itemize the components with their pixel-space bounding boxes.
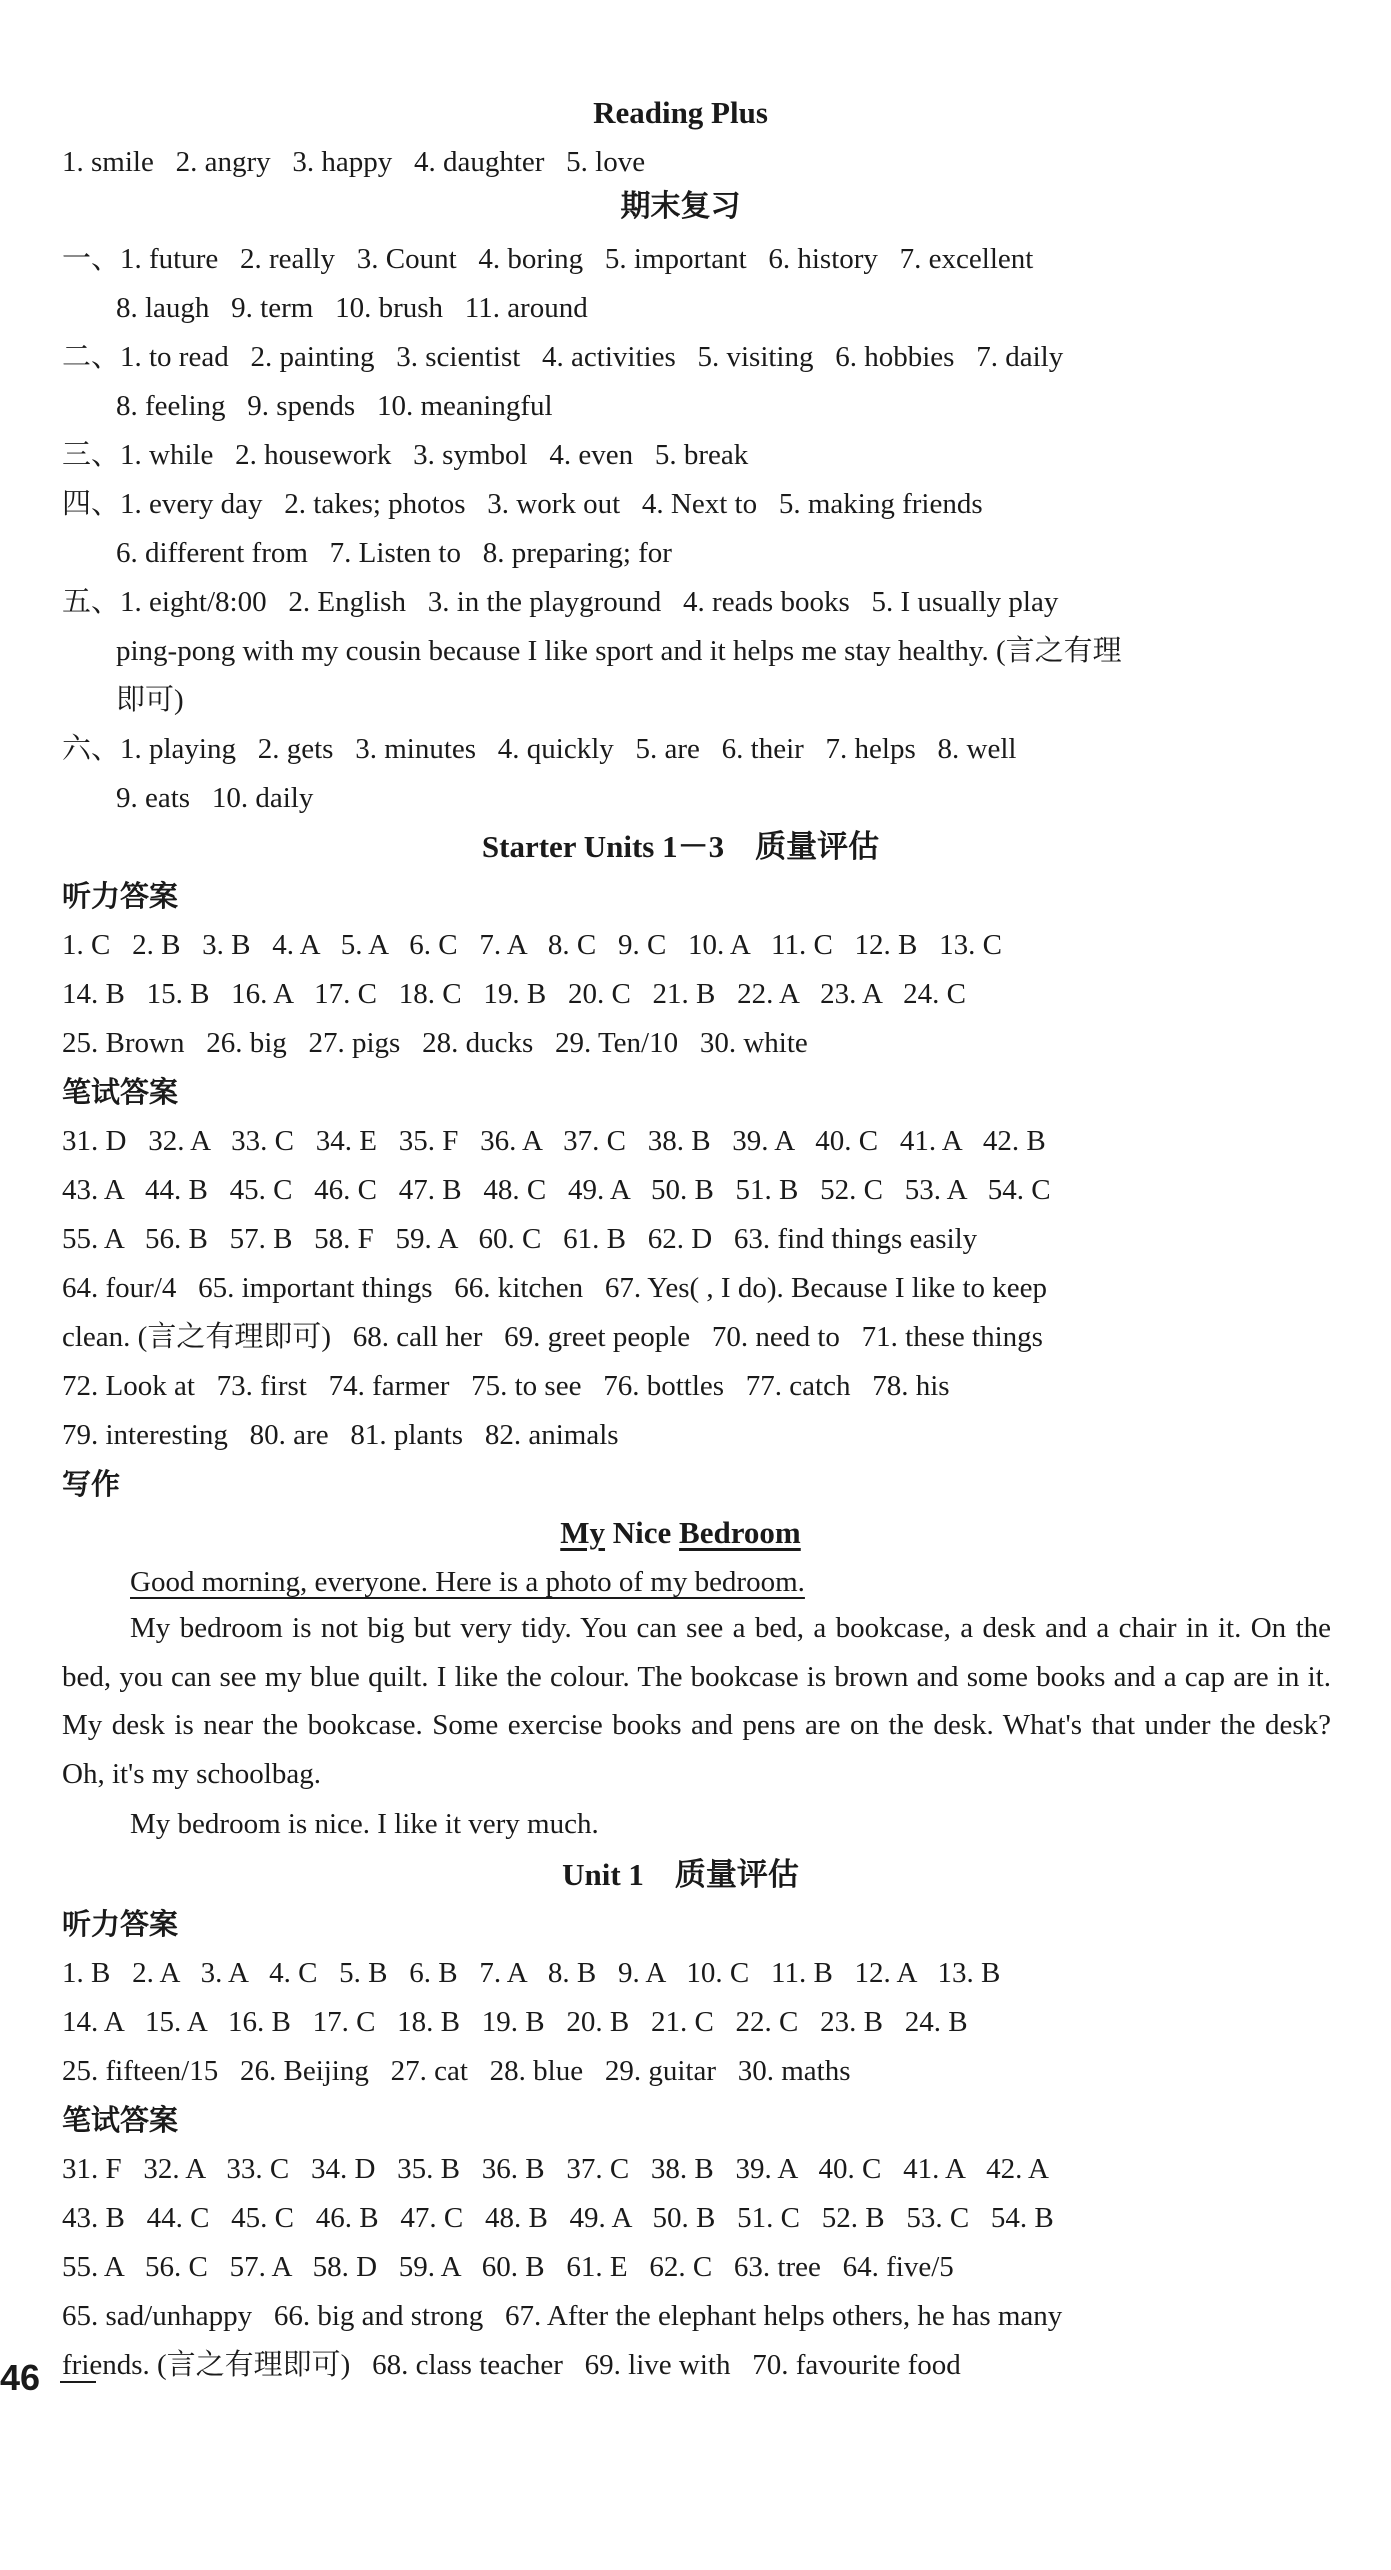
answer-line: 1. B 2. A 3. A 4. C 5. B 6. B 7. A 8. B 9. A 10. C 11. B 12. A 13. B bbox=[62, 1957, 1001, 1989]
answer-line: 64. four/4 65. important things 66. kitchen 67. Yes( , I do). Because I like to keep bbox=[62, 1272, 1048, 1304]
section-title-reading-plus: Reading Plus bbox=[593, 95, 768, 130]
answer-line: 即可) bbox=[116, 684, 184, 716]
essay-paragraph: My bedroom is not big but very tidy. You can see a bed, a bookcase, a desk and a chair in it. On the bed, you can see my blue quilt. I like the colour. The bookcase is brown and some books and a cap are in it. My desk is near the bookcase. Some exercise books and pens are on the desk. What's that under the desk? Oh, it's my schoolbag. bbox=[62, 1612, 1331, 1790]
answer-line: 43. A 44. B 45. C 46. C 47. B 48. C 49. A 50. B 51. B 52. C 53. A 54. C bbox=[62, 1174, 1051, 1206]
answer-line: 四、1. every day 2. takes; photos 3. work out 4. Next to 5. making friends bbox=[62, 488, 983, 520]
answer-line: ping-pong with my cousin because I like sport and it helps me stay healthy. (言之有理 bbox=[116, 635, 1122, 667]
answer-line: 8. laugh 9. term 10. brush 11. around bbox=[116, 292, 588, 324]
answer-line: 二、1. to read 2. painting 3. scientist 4. activities 5. visiting 6. hobbies 7. daily bbox=[62, 341, 1064, 373]
listening-label: 听力答案 bbox=[62, 879, 179, 913]
answer-line: 6. different from 7. Listen to 8. preparing; for bbox=[116, 537, 672, 569]
answer-line: 一、1. future 2. really 3. Count 4. boring 5. important 6. history 7. excellent bbox=[62, 243, 1034, 275]
essay-opening-line: Good morning, everyone. Here is a photo of my bedroom. bbox=[130, 1566, 805, 1598]
essay-title-part: Nice bbox=[605, 1515, 680, 1550]
section-title-unit1: Unit 1 质量评估 bbox=[562, 1857, 799, 1892]
section-title-starter: Starter Units 1－3 质量评估 bbox=[481, 829, 880, 864]
answer-line: 31. D 32. A 33. C 34. E 35. F 36. A 37. C 38. B 39. A 40. C 41. A 42. B bbox=[62, 1125, 1046, 1157]
answer-line: 79. interesting 80. are 81. plants 82. animals bbox=[62, 1419, 619, 1451]
section-title-review: 期末复习 bbox=[620, 189, 741, 224]
answer-line: 55. A 56. B 57. B 58. F 59. A 60. C 61. B 62. D 63. find things easily bbox=[62, 1223, 978, 1255]
answer-line: 55. A 56. C 57. A 58. D 59. A 60. B 61. E 62. C 63. tree 64. five/5 bbox=[62, 2251, 954, 2283]
answer-line: clean. (言之有理即可) 68. call her 69. greet people 70. need to 71. these things bbox=[62, 1321, 1043, 1353]
answer-line: 65. sad/unhappy 66. big and strong 67. After the elephant helps others, he has many bbox=[62, 2300, 1063, 2332]
writing-label: 写作 bbox=[62, 1467, 121, 1501]
essay-title bbox=[0, 1512, 1361, 1554]
answer-line: 31. F 32. A 33. C 34. D 35. B 36. B 37. C 38. B 39. A 40. C 41. A 42. A bbox=[62, 2153, 1049, 2185]
answer-line: 五、1. eight/8:00 2. English 3. in the playground 4. reads books 5. I usually play bbox=[62, 586, 1059, 618]
answer-line: 25. Brown 26. big 27. pigs 28. ducks 29. Ten/10 30. white bbox=[62, 1027, 808, 1059]
answer-line: 8. feeling 9. spends 10. meaningful bbox=[116, 390, 553, 422]
essay-title-part: Bedroom bbox=[679, 1515, 801, 1550]
answer-line: 9. eats 10. daily bbox=[116, 782, 314, 814]
answer-line: friends. (言之有理即可) 68. class teacher 69. live with 70. favourite food bbox=[62, 2349, 961, 2381]
answer-line: 25. fifteen/15 26. Beijing 27. cat 28. blue 29. guitar 30. maths bbox=[62, 2055, 851, 2087]
listening-label: 听力答案 bbox=[62, 1907, 179, 1941]
page-number: 46 bbox=[0, 2357, 41, 2398]
answer-line: 1. C 2. B 3. B 4. A 5. A 6. C 7. A 8. C 9. C 10. A 11. C 12. B 13. C bbox=[62, 929, 1002, 961]
written-label: 笔试答案 bbox=[62, 2103, 179, 2137]
essay-paragraph: My bedroom is nice. I like it very much. bbox=[130, 1808, 599, 1840]
answer-line: 14. B 15. B 16. A 17. C 18. C 19. B 20. C 21. B 22. A 23. A 24. C bbox=[62, 978, 966, 1010]
essay-title-part: My bbox=[560, 1515, 606, 1550]
answer-line: 六、1. playing 2. gets 3. minutes 4. quickly 5. are 6. their 7. helps 8. well bbox=[62, 733, 1017, 765]
answer-line: 三、1. while 2. housework 3. symbol 4. even 5. break bbox=[62, 439, 749, 471]
written-label: 笔试答案 bbox=[62, 1075, 179, 1109]
answer-line: 43. B 44. C 45. C 46. B 47. C 48. B 49. A 50. B 51. C 52. B 53. C 54. B bbox=[62, 2202, 1054, 2234]
page-number-dash bbox=[60, 2381, 96, 2383]
answer-line: 14. A 15. A 16. B 17. C 18. B 19. B 20. B 21. C 22. C 23. B 24. B bbox=[62, 2006, 968, 2038]
answer-line: 72. Look at 73. first 74. farmer 75. to see 76. bottles 77. catch 78. his bbox=[62, 1370, 950, 1402]
answer-line: 1. smile 2. angry 3. happy 4. daughter 5. love bbox=[62, 146, 646, 178]
